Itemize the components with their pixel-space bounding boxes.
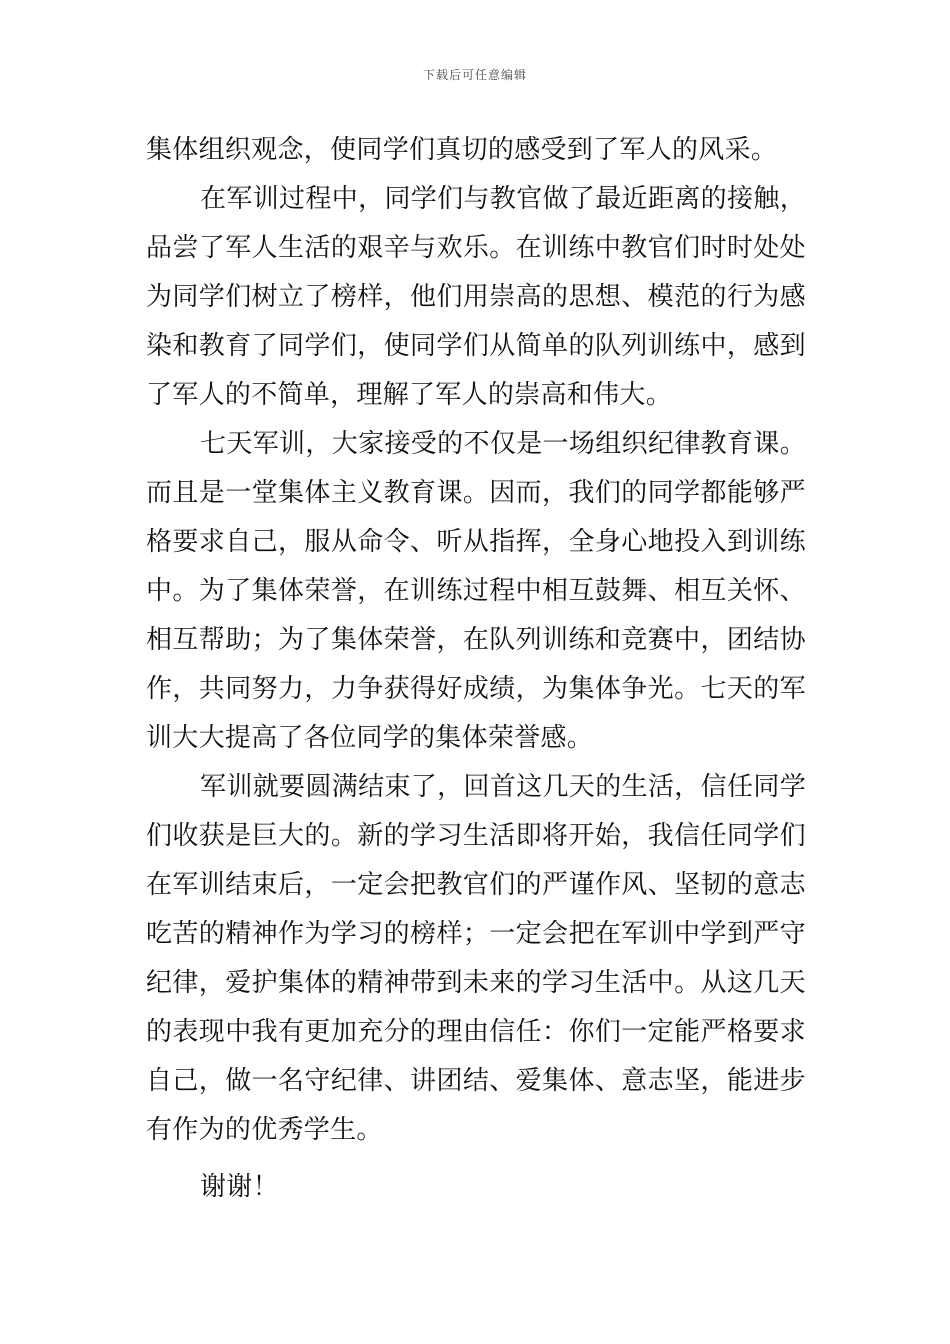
paragraph-2: 在军训过程中，同学们与教官做了最近距离的接触，品尝了军人生活的艰辛与欢乐。在训练中教官们时时处处为同学们树立了榜样，他们用崇高的思想、模范的行为感染和教育了同学们，使同学们从简单的队列训练中，感到了军人的不简单，理解了军人的崇高和伟大。 [146, 184, 806, 410]
paragraph-1: 集体组织观念，使同学们真切的感受到了军人的风采。 [146, 135, 778, 165]
closing-thanks: 谢谢！ [200, 1172, 279, 1202]
page-header: 下载后可任意编辑 [422, 68, 527, 82]
document-body [146, 126, 806, 1212]
paragraph-4: 军训就要圆满结束了，回首这几天的生活，信任同学们收获是巨大的。新的学习生活即将开始，我信任同学们在军训结束后，一定会把教官们的严谨作风、坚韧的意志吃苦的精神作为学习的榜样；一定会把在军训中学到严守纪律，爱护集体的精神带到未来的学习生活中。从这几天的表现中我有更加充分的理由信任：你们一定能严格要求自己，做一名守纪律、讲团结、爱集体、意志坚，能进步有作为的优秀学生。 [146, 772, 806, 1145]
paragraph-3: 七天军训，大家接受的不仅是一场组织纪律教育课。而且是一堂集体主义教育课。因而，我们的同学都能够严格要求自己，服从命令、听从指挥，全身心地投入到训练中。为了集体荣誉，在训练过程中相互鼓舞、相互关怀、相互帮助；为了集体荣誉，在队列训练和竞赛中，团结协作，共同努力，力争获得好成绩，为集体争光。七天的军训大大提高了各位同学的集体荣誉感。 [146, 429, 806, 753]
